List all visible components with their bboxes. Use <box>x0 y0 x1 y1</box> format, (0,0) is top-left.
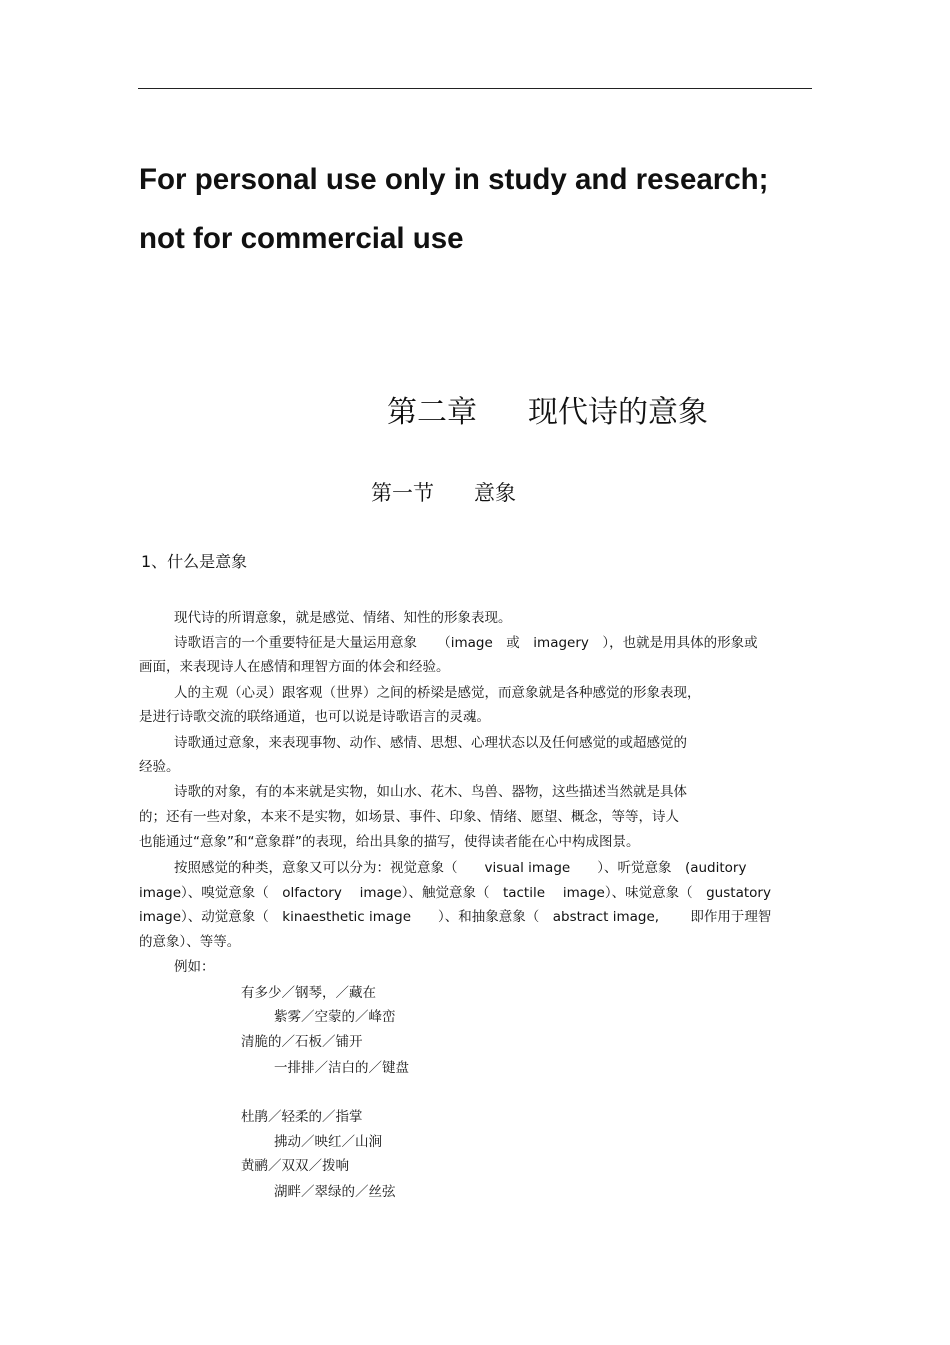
chapter-title: 现代诗的意象 <box>528 395 708 430</box>
body-line: 经验。 <box>139 759 180 775</box>
body-line: 诗歌通过意象，来表现事物、动作、感情、思想、心理状态以及任何感觉的或超感觉的 <box>174 735 687 751</box>
poem-line: 湖畔／翠绿的／丝弦 <box>274 1184 396 1200</box>
body-line: 例如： <box>174 959 215 975</box>
body-line: 按照感觉的种类，意象又可以分为：视觉意象（ visual image ）、听觉意象 (auditory <box>174 860 747 876</box>
body-line: 人的主观（心灵）跟客观（世界）之间的桥梁是感觉，而意象就是各种感觉的形象表现， <box>174 685 701 701</box>
disclaimer-line-2: not for commercial use <box>139 222 464 255</box>
body-line: 诗歌语言的一个重要特征是大量运用意象 （image 或 imagery ），也就是用具体的形象或 <box>174 635 758 651</box>
body-line: image）、嗅觉意象（ olfactory image）、触觉意象（ tactile image）、味觉意象（ gustatory <box>139 885 771 901</box>
poem-line: 一排排／洁白的／键盘 <box>274 1060 409 1076</box>
subheading: 1、什么是意象 <box>141 552 248 571</box>
poem-line: 拂动／映红／山涧 <box>274 1134 382 1150</box>
body-line: 的意象）、等等。 <box>139 934 241 950</box>
poem-line: 有多少／钢琴，／藏在 <box>241 985 376 1001</box>
poem-line: 黄鹂／双双／拨响 <box>241 1158 349 1174</box>
body-line: 现代诗的所谓意象，就是感觉、情绪、知性的形象表现。 <box>174 610 512 626</box>
disclaimer-line-1: For personal use only in study and research; <box>139 163 769 196</box>
body-line: 也能通过“意象”和“意象群”的表现，给出具象的描写，使得读者能在心中构成图景。 <box>139 834 640 850</box>
body-line: image）、动觉意象（ kinaesthetic image ）、和抽象意象（ abstract image, 即作用于理智 <box>139 909 772 925</box>
section-title: 意象 <box>474 481 516 505</box>
poem-line: 杜鹃／轻柔的／指掌 <box>241 1109 363 1125</box>
body-line: 是进行诗歌交流的联络通道，也可以说是诗歌语言的灵魂。 <box>139 709 490 725</box>
body-line: 画面，来表现诗人在感情和理智方面的体会和经验。 <box>139 659 450 675</box>
poem-line: 紫雾／空蒙的／峰峦 <box>274 1009 396 1025</box>
chapter-number: 第二章 <box>387 395 477 430</box>
section-number: 第一节 <box>371 481 434 505</box>
body-line: 的；还有一些对象，本来不是实物，如场景、事件、印象、情绪、愿望、概念，等等，诗人 <box>139 809 679 825</box>
body-line: 诗歌的对象，有的本来就是实物，如山水、花木、鸟兽、器物，这些描述当然就是具体 <box>174 784 687 800</box>
poem-line: 清脆的／石板／铺开 <box>241 1034 363 1050</box>
header-rule <box>138 88 812 89</box>
